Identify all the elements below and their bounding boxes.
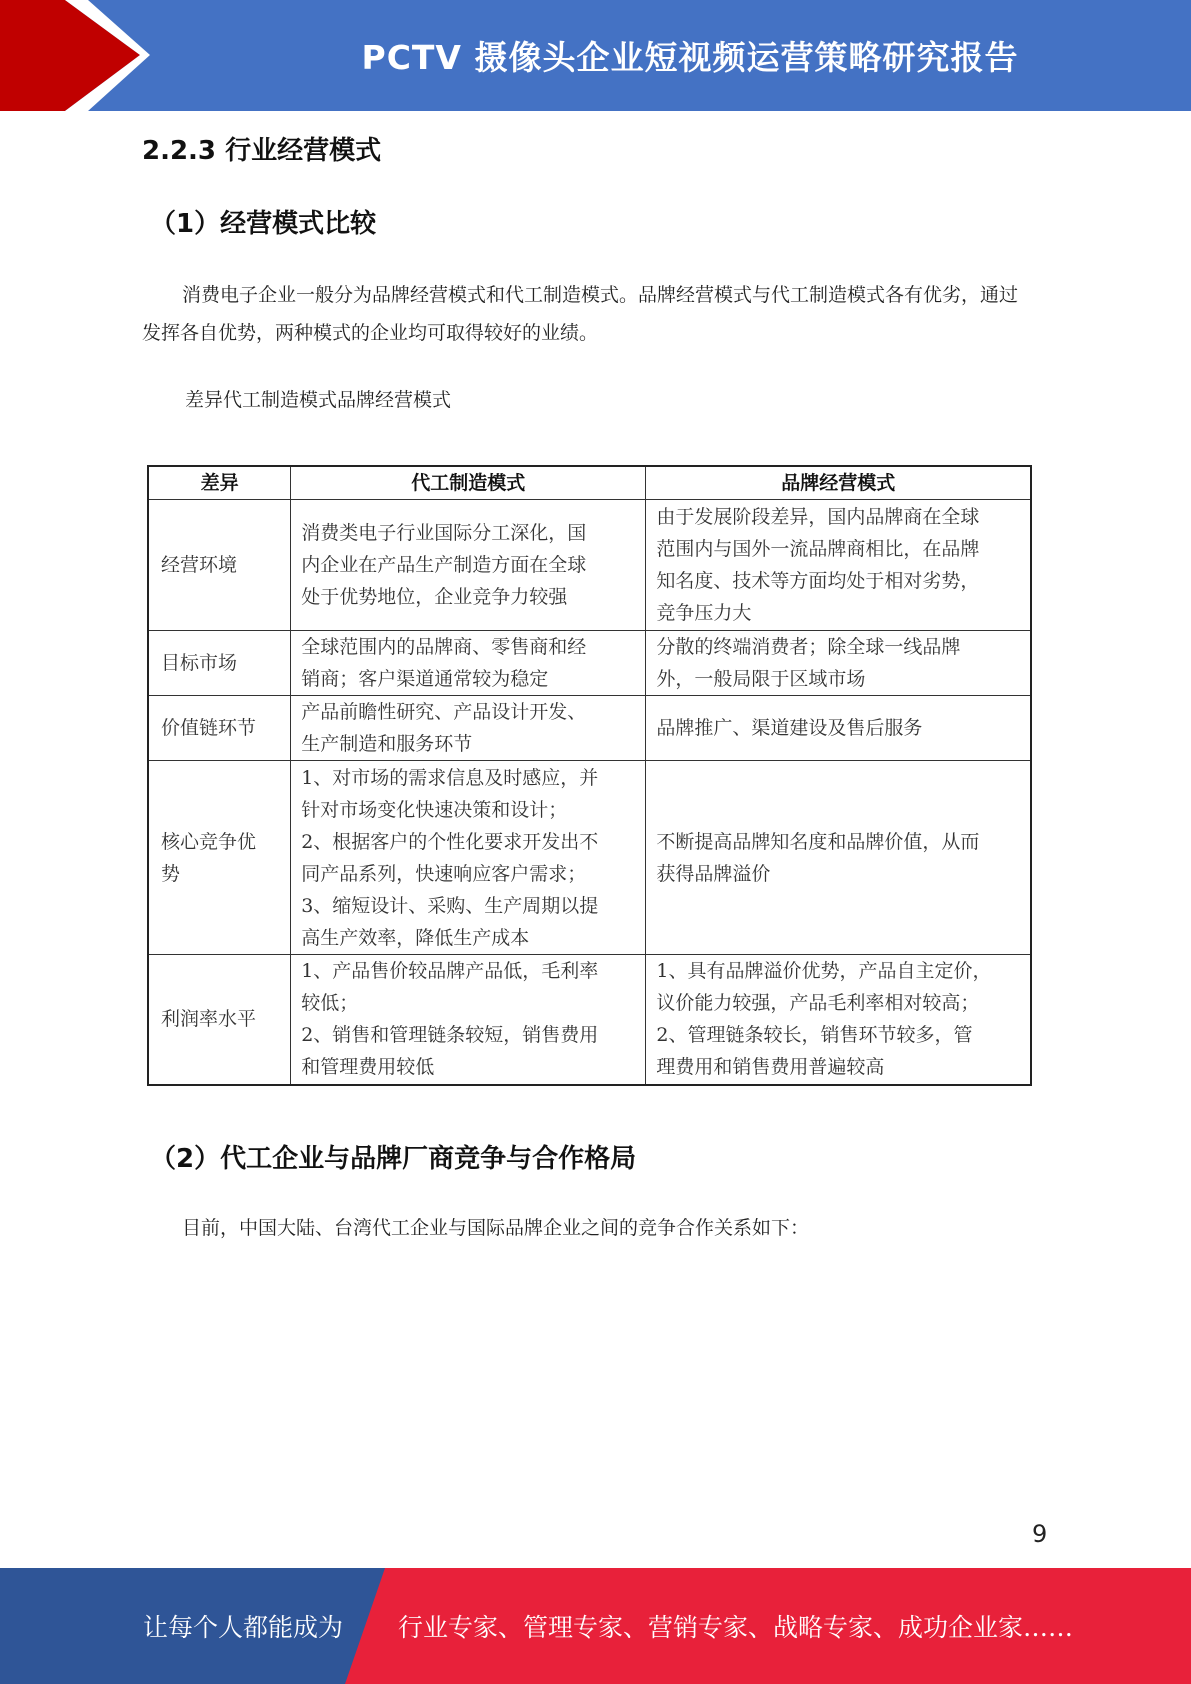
cell-line: 不断提高品牌知名度和品牌价值，从而	[656, 830, 980, 853]
cell-line: 2、根据客户的个性化要求开发出不	[301, 830, 599, 853]
table-caption: 差异代工制造模式品牌经营模式	[185, 389, 452, 411]
comparison-table	[147, 465, 1032, 1086]
cell-line: 竞争压力大	[656, 602, 752, 624]
table-row	[148, 955, 1031, 1085]
cell-line: 1、具有品牌溢价优势，产品自主定价，	[656, 960, 992, 983]
cell-line: 利润率水平	[161, 1008, 257, 1031]
cell-line: 1、对市场的需求信息及时感应，并	[301, 766, 599, 789]
oem-cell	[291, 500, 646, 631]
cell-line: 内企业在产品生产制造方面在全球	[301, 554, 587, 576]
cell-line: 全球范围内的品牌商、零售商和经	[301, 636, 587, 658]
subsection-title-1: （1）经营模式比较	[150, 209, 377, 239]
brand-cell	[646, 500, 1031, 631]
cell-line: 销商；客户渠道通常较为稳定	[301, 668, 549, 690]
header-cell-diff: 差异	[148, 466, 291, 500]
header-cell-brand: 品牌经营模式	[646, 466, 1031, 500]
cell-line: 和管理费用较低	[301, 1056, 435, 1079]
cell-line: 产品前瞻性研究、产品设计开发、	[301, 701, 587, 723]
cell-line: 3、缩短设计、采购、生产周期以提	[301, 894, 599, 917]
cell-line: 处于优势地位，企业竞争力较强	[301, 586, 568, 608]
brand-cell	[646, 955, 1031, 1085]
cell-line: 获得品牌溢价	[656, 862, 771, 885]
cell-line: 1、产品售价较品牌产品低，毛利率	[301, 960, 599, 983]
cell-line: 价值链环节	[161, 717, 257, 739]
cell-line: 2、管理链条较长，销售环节较多，管	[656, 1024, 973, 1047]
cell-line: 外，一般局限于区域市场	[656, 668, 866, 690]
cell-line: 范围内与国外一流品牌商相比，在品牌	[656, 538, 980, 560]
row-label	[148, 631, 291, 696]
cell-line: 品牌推广、渠道建设及售后服务	[656, 717, 923, 739]
brand-cell	[646, 696, 1031, 761]
report-title: PCTV 摄像头企业短视频运营策略研究报告	[361, 38, 1019, 77]
table-header-row	[148, 466, 1031, 500]
oem-cell	[291, 955, 646, 1085]
cell-line: 目标市场	[161, 652, 238, 674]
header-cell-oem: 代工制造模式	[291, 466, 646, 500]
cell-line: 同产品系列，快速响应客户需求；	[301, 862, 587, 885]
section-heading: 2.2.3 行业经营模式	[142, 136, 382, 166]
cell-line: 由于发展阶段差异，国内品牌商在全球	[656, 506, 980, 528]
cell-line: 知名度、技术等方面均处于相对劣势，	[656, 570, 980, 592]
table-row	[148, 696, 1031, 761]
cell-line: 较低；	[301, 992, 359, 1015]
row-label	[148, 500, 291, 631]
oem-cell	[291, 696, 646, 761]
row-label	[148, 696, 291, 761]
cell-line: 分散的终端消费者；除全球一线品牌	[656, 636, 961, 658]
brand-cell	[646, 631, 1031, 696]
cell-line: 核心竞争优	[161, 830, 257, 853]
page-number: 9	[1032, 1520, 1048, 1548]
cell-line: 针对市场变化快速决策和设计；	[301, 798, 568, 821]
oem-cell	[291, 631, 646, 696]
cell-line: 消费类电子行业国际分工深化，国	[301, 522, 587, 544]
row-label	[148, 955, 291, 1085]
row-label	[148, 761, 291, 955]
table-row	[148, 500, 1031, 631]
cooperation-paragraph: 目前，中国大陆、台湾代工企业与国际品牌企业之间的竞争合作关系如下：	[182, 1217, 810, 1239]
oem-cell	[291, 761, 646, 955]
cell-line: 经营环境	[161, 554, 238, 576]
table-row	[148, 761, 1031, 955]
cell-line: 势	[161, 862, 181, 885]
intro-paragraph: 消费电子企业一般分为品牌经营模式和代工制造模式。品牌经营模式与代工制造模式各有优劣，通过发挥各自优势，两种模式的企业均可取得较好的业绩。	[142, 284, 1019, 344]
cell-line: 生产制造和服务环节	[301, 733, 473, 755]
footer-banner	[0, 1568, 1191, 1684]
cell-line: 议价能力较强，产品毛利率相对较高；	[656, 992, 980, 1015]
footer-slogan-left: 让每个人都能成为	[143, 1613, 344, 1642]
header-banner	[0, 0, 1191, 111]
footer-slogan-right: 行业专家、管理专家、营销专家、战略专家、成功企业家……	[398, 1613, 1074, 1642]
cell-line: 2、销售和管理链条较短，销售费用	[301, 1024, 599, 1047]
brand-cell	[646, 761, 1031, 955]
subsection-title-2: （2）代工企业与品牌厂商竞争与合作格局	[150, 1144, 637, 1174]
cell-line: 高生产效率，降低生产成本	[301, 926, 530, 949]
table-row	[148, 631, 1031, 696]
cell-line: 理费用和销售费用普遍较高	[656, 1056, 885, 1079]
